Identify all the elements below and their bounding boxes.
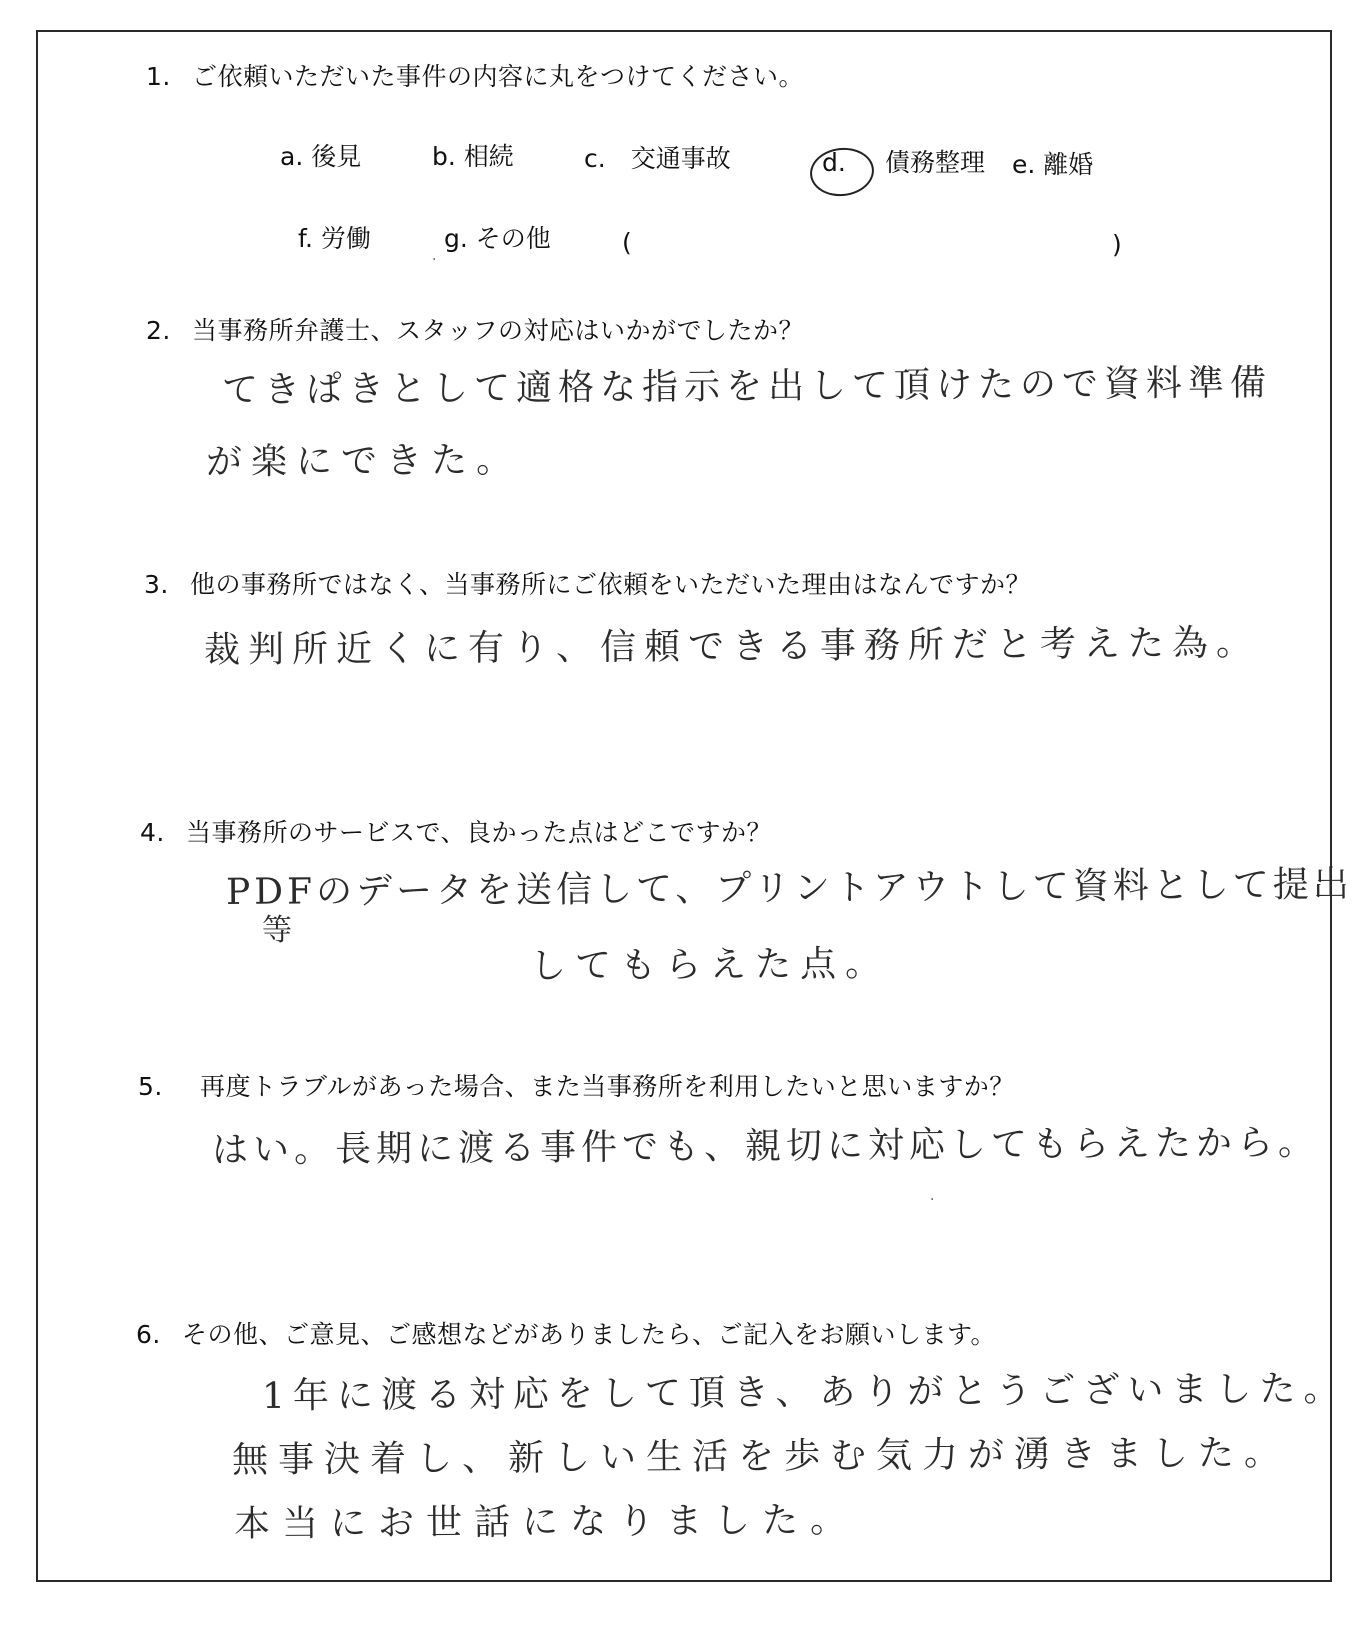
option-f: f. 労働 xyxy=(298,224,371,253)
question-1-text: ご依頼いただいた事件の内容に丸をつけてください。 xyxy=(192,62,805,91)
question-5-text: 再度トラブルがあった場合、また当事務所を利用したいと思いますか？ xyxy=(200,1072,1015,1101)
option-g-open-paren: ( xyxy=(622,228,632,257)
option-b: b. 相続 xyxy=(432,142,514,171)
question-6-number: 6. xyxy=(136,1320,161,1349)
question-3-text: 他の事務所ではなく、当事務所にご依頼をいただいた理由はなんですか？ xyxy=(190,570,1032,599)
question-6-text: その他、ご意見、ご感想などがありましたら、ご記入をお願いします。 xyxy=(182,1320,997,1349)
question-1 xyxy=(146,60,804,94)
question-6 xyxy=(136,1318,996,1352)
question-3-number: 3. xyxy=(144,570,169,599)
option-d-label: d. xyxy=(822,148,846,177)
scan-speck: · xyxy=(930,1192,935,1208)
option-d-text: 債務整理 xyxy=(885,148,986,177)
question-2-number: 2. xyxy=(146,316,171,345)
question-2-text: 当事務所弁護士、スタッフの対応はいかがでしたか？ xyxy=(192,316,805,345)
answer-3-line-1: 裁判所近くに有り、信頼できる事務所だと考えた為。 xyxy=(203,622,1261,671)
answer-5-line-1: はい。長期に渡る事件でも、親切に対応してもらえたから。 xyxy=(211,1122,1320,1171)
question-3 xyxy=(144,568,1031,602)
question-4 xyxy=(140,816,772,850)
scan-speck: · xyxy=(432,252,437,268)
answer-4-line-1: PDFのデータを送信して、プリントアウトして資料として提出 xyxy=(225,864,1353,913)
option-e: e. 離婚 xyxy=(1012,150,1094,179)
question-4-text: 当事務所のサービスで、良かった点はどこですか？ xyxy=(186,818,773,847)
question-5-number: 5. xyxy=(138,1072,163,1101)
option-a: a. 後見 xyxy=(280,142,362,171)
option-g: g. その他 xyxy=(444,224,551,253)
answer-2-line-1: てきぱきとして適格な指示を出して頂けたので資料準備 xyxy=(221,362,1273,411)
answer-6-line-1: 1年に渡る対応をして頂き、ありがとうございました。 xyxy=(261,1368,1348,1417)
option-c: c. 交通事故 xyxy=(584,144,731,173)
answer-4-line-2: してもらえた点。 xyxy=(529,943,891,987)
question-5 xyxy=(138,1070,1015,1104)
question-1-number: 1. xyxy=(146,62,171,91)
question-2 xyxy=(146,314,804,348)
answer-6-line-3: 本当にお世話になりました。 xyxy=(233,1499,859,1545)
answer-4-insert-mark: 等 xyxy=(262,913,292,948)
answer-6-line-2: 無事決着し、新しい生活を歩む気力が湧きました。 xyxy=(231,1432,1291,1481)
option-g-close-paren: ) xyxy=(1112,230,1122,259)
question-4-number: 4. xyxy=(140,818,165,847)
answer-2-line-2: が楽にできた。 xyxy=(205,439,522,483)
